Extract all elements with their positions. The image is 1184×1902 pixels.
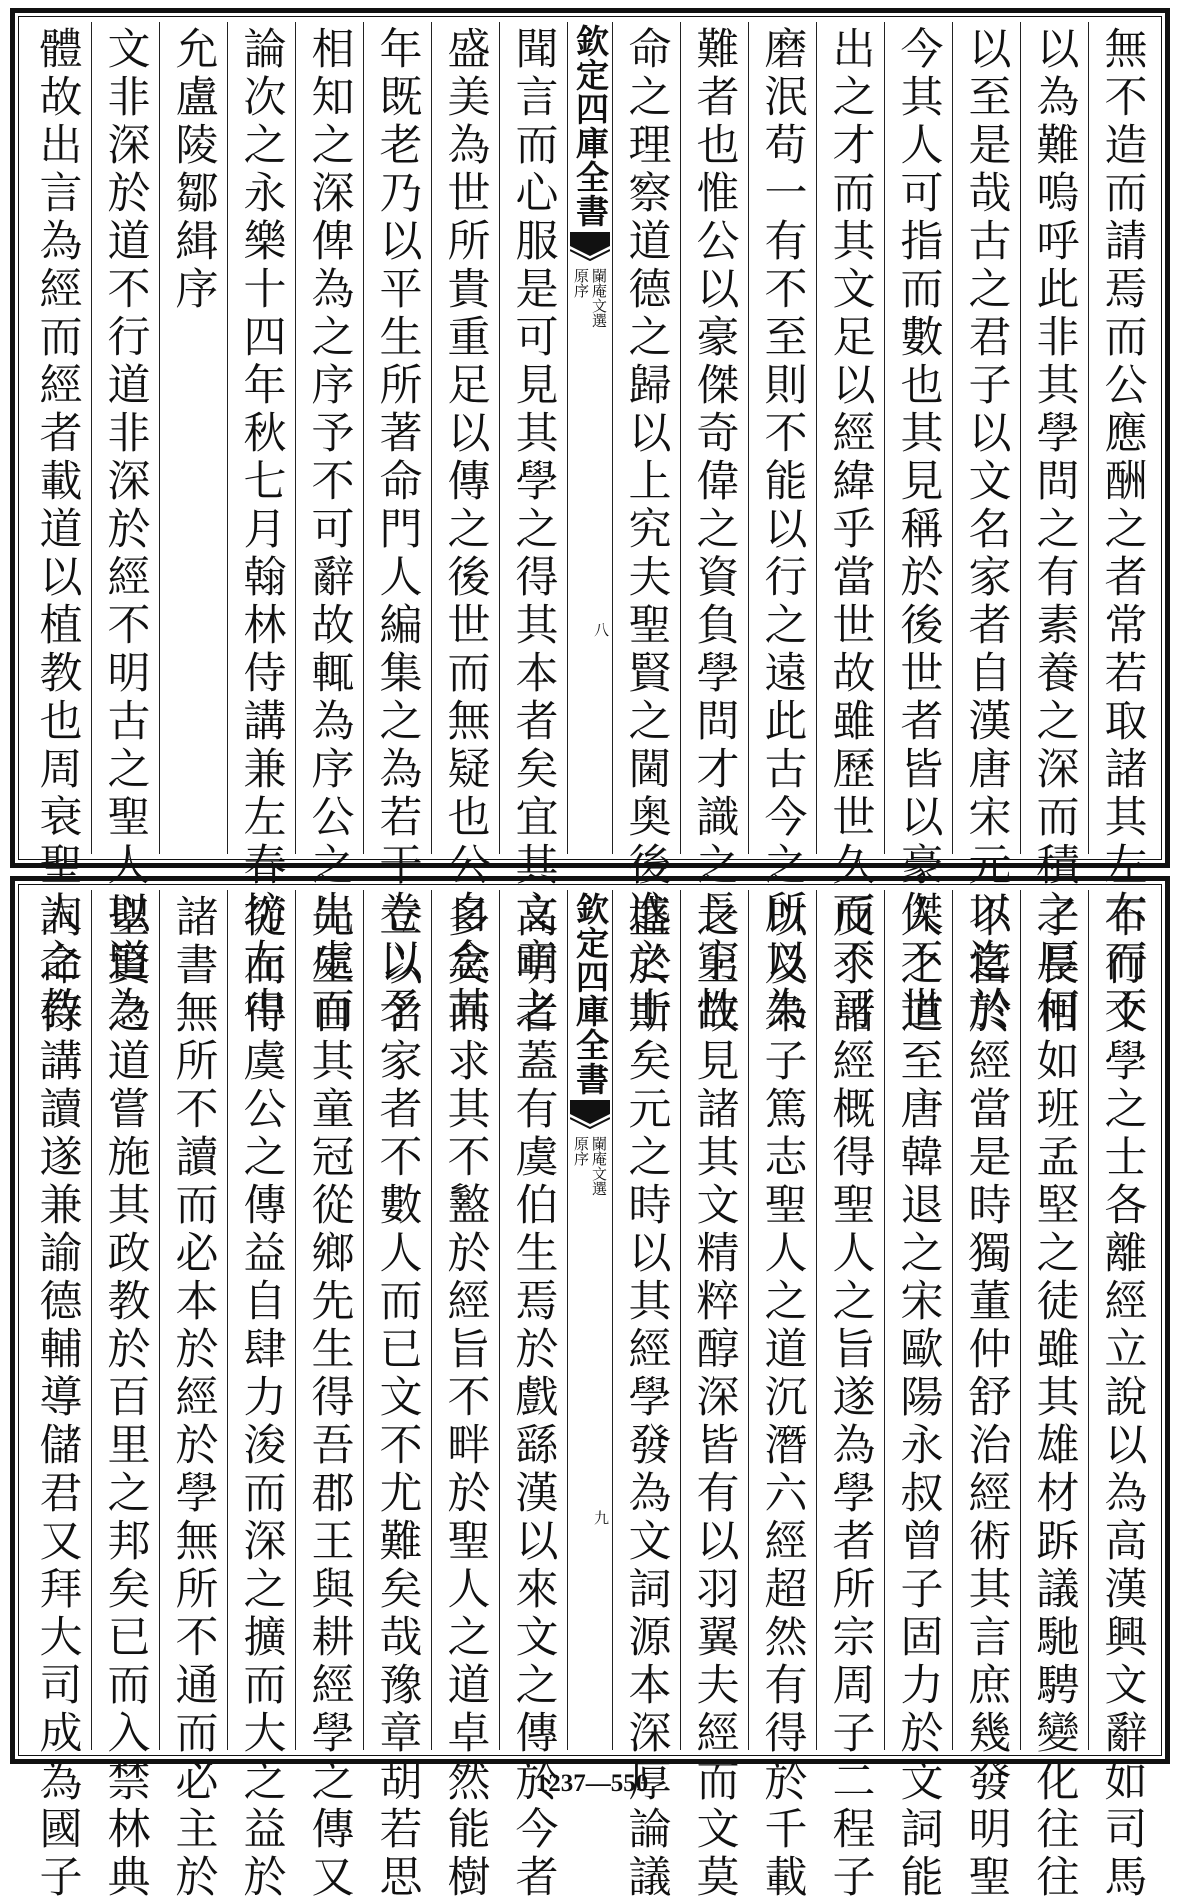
text-column xyxy=(612,22,680,1034)
text-column xyxy=(884,890,952,1902)
column-text: 子長相如班孟堅之徒雖其雄材跅議馳騁變化往往 xyxy=(1029,894,1080,1902)
fish-tail-mark-icon xyxy=(570,232,610,262)
text-column xyxy=(363,22,431,1034)
column-text: 反求諸經概得聖人之旨遂為學者所宗周子二程子 xyxy=(825,894,876,1902)
column-text: 諸書無所不讀而必本於經於學無所不通而必主於 xyxy=(168,894,219,1902)
column-text: 高明者蓋有虞伯生焉於戲繇漢以來文之傳於今者 xyxy=(508,894,559,1902)
text-column xyxy=(431,890,499,1902)
text-column xyxy=(295,890,363,1902)
column-text: 以至是哉古之君子以文名家者自漢唐宋元以迄於 xyxy=(961,26,1012,1034)
text-column xyxy=(952,22,1020,1034)
book-title: 欽定四庫全書 xyxy=(571,24,610,228)
column-text: 年既老乃以平生所著命門人編集之為若干卷以予 xyxy=(372,26,423,1034)
column-text: 磨泯苟一有不至則不能以行之遠此古今之所以為 xyxy=(757,26,808,1034)
fish-tail-mark-icon xyxy=(570,1100,610,1130)
text-column xyxy=(952,890,1020,1902)
column-text: 今其人可指而數也其見稱於後世者皆以豪傑不世 xyxy=(893,26,944,1034)
text-column xyxy=(91,22,159,1034)
text-column xyxy=(816,22,884,1034)
column-text: 難者也惟公以豪傑奇偉之資負學問才識之長窮性 xyxy=(689,26,740,1034)
text-column xyxy=(612,890,680,1902)
text-column xyxy=(680,22,748,1034)
column-text: 體故出言為經而經者載道以植教也周衰聖人之教 xyxy=(32,26,83,1034)
text-column xyxy=(816,890,884,1902)
top-page-frame xyxy=(10,8,1170,1034)
column-text: 多矣而求其不盭於經旨不畔於聖人之道卓然能樹 xyxy=(440,894,491,1902)
page-number: 九 xyxy=(592,1510,610,1525)
text-column xyxy=(431,22,499,1034)
column-text: 無不造而請焉而公應酬之者常若取諸其左右而不 xyxy=(1097,26,1148,1034)
text-column xyxy=(1088,22,1156,1034)
column-text: 文非深於道不行道非深於經不明古之聖人以道為 xyxy=(100,26,151,1034)
column-text: 不行文學之士各離經立說以為高漢興文辭如司馬 xyxy=(1097,894,1148,1902)
text-column xyxy=(227,890,295,1902)
page-code: 1237—550 xyxy=(535,1770,649,1797)
section-title: 原序 xyxy=(572,268,590,298)
column-text: 盛於斯矣元之時以其經學發為文詞源本深厚論議 xyxy=(621,894,672,1902)
top-page-body xyxy=(24,22,1156,1034)
column-text: 聖賢之道嘗施其政教於百里之邦矣已而入禁林典 xyxy=(100,894,151,1902)
text-column xyxy=(748,890,816,1902)
book-title: 欽定四庫全書 xyxy=(571,892,610,1096)
text-column xyxy=(499,22,567,1034)
text-column xyxy=(748,22,816,1034)
column-text: 詞命侍講讀遂兼諭德輔導儲君又拜大司成為國子 xyxy=(32,894,83,1902)
center-fold-column xyxy=(567,22,612,854)
column-text: 先生自其童冠從鄉先生得吾郡王與耕經學之傳又 xyxy=(304,894,355,1902)
text-column xyxy=(159,890,227,1902)
column-text: 聞言而心服是可見其學之得其本者矣宜其文章之 xyxy=(508,26,559,1034)
column-text: 相知之深俾為之序予不可辭故輒為序公之出處而 xyxy=(304,26,355,1034)
column-text: 人之道至唐韓退之宋歐陽永叔曾子固力於文詞能 xyxy=(893,894,944,1902)
volume-title: 䦨庵文選 xyxy=(590,268,608,328)
volume-title: 䦨庵文選 xyxy=(590,1136,608,1196)
text-column xyxy=(227,22,295,1034)
volume-label xyxy=(572,1136,608,1196)
text-column xyxy=(159,22,227,854)
column-text: 盛美為世所貴重足以傳之後世而無疑也公自念其 xyxy=(440,26,491,1034)
text-column xyxy=(24,22,91,1034)
column-text: 立以名家者不數人而已文不尤難矣哉豫章胡若思 xyxy=(372,894,423,1902)
column-text: 出之才而其文足以經緯乎當世故雖歷世久而不可 xyxy=(825,26,876,1034)
text-column xyxy=(1020,22,1088,1034)
page-number: 八 xyxy=(592,622,610,637)
text-column xyxy=(884,22,952,1034)
section-title: 原序 xyxy=(572,1136,590,1166)
column-text: 從而得虞公之傳益自肆力浚而深之擴而大之益於 xyxy=(236,894,287,1902)
center-fold-column xyxy=(567,890,612,1750)
column-text: 以及朱子篤志聖人之道沉潛六經超然有得於千載 xyxy=(757,894,808,1902)
text-column xyxy=(680,890,748,1902)
text-column xyxy=(499,890,567,1902)
text-column xyxy=(1088,890,1156,1902)
column-text: 之上故見諸其文精粹醇深皆有以羽翼夫經而文莫 xyxy=(689,894,740,1902)
text-column xyxy=(91,890,159,1902)
column-text: 不當於經當是時獨董仲舒治經術其言庶幾發明聖 xyxy=(961,894,1012,1902)
text-column xyxy=(295,22,363,1034)
volume-label xyxy=(572,268,608,328)
text-column xyxy=(363,890,431,1902)
column-text: 命之理察道德之歸以上究夫聖賢之閫奥後進之士 xyxy=(621,26,672,1034)
text-column xyxy=(1020,890,1088,1902)
column-text: 允盧陵鄒緝序 xyxy=(168,26,219,314)
text-column xyxy=(24,890,91,1902)
column-text: 論次之永樂十四年秋七月翰林侍講兼左春坊左中 xyxy=(236,26,287,1034)
column-text: 以為難嗚呼此非其學問之有素養之深而積之厚何 xyxy=(1029,26,1080,1034)
